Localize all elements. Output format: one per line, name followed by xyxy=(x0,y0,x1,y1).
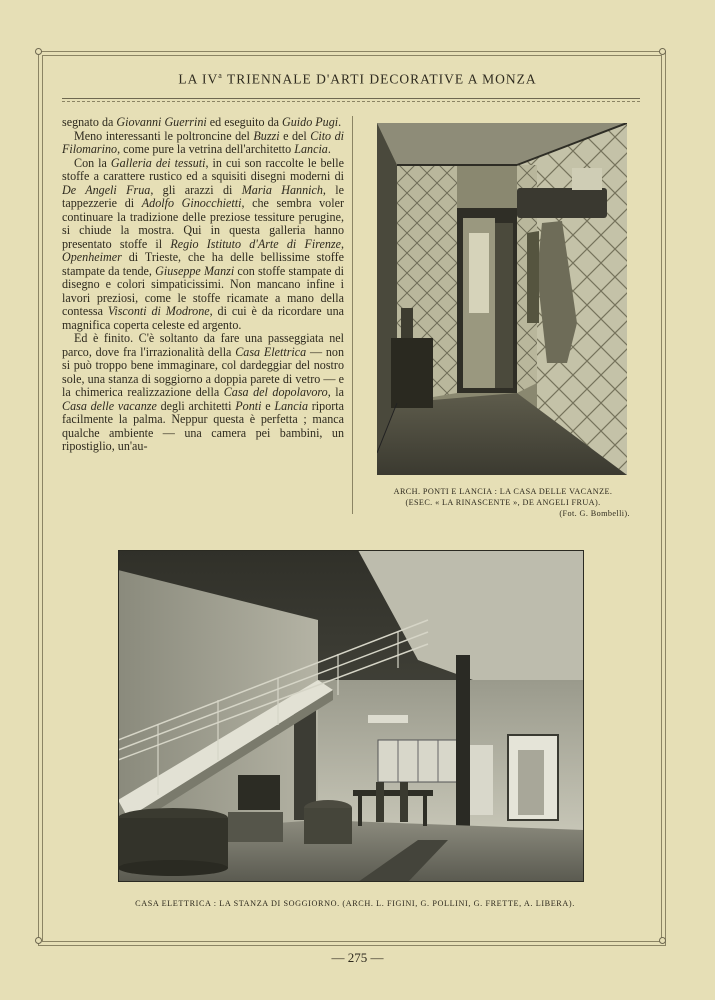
paragraph: segnato da Giovanni Guerrini ed eseguito da Guido Pugi. xyxy=(62,116,342,129)
italic-name: Maria Hannich xyxy=(241,182,323,197)
italic-name: Adolfo Ginocchietti xyxy=(141,196,242,210)
italic-name: Casa Elettrica xyxy=(235,344,307,359)
photo-casa-delle-vacanze xyxy=(377,123,627,475)
caption-line: (ESEC. « LA RINASCENTE », DE ANGELI FRUA). xyxy=(405,498,601,507)
corner-ornament xyxy=(659,48,666,55)
header-title-post: TRIENNALE D'ARTI DECORATIVE A MONZA xyxy=(222,71,537,87)
photo-credit: (Fot. G. Bombelli). xyxy=(559,509,630,518)
header-rule xyxy=(62,98,640,99)
italic-name: Lancia xyxy=(294,142,328,156)
paragraph: Meno interessanti le poltroncine del Buzzi e del Cito di Filomarino, come pure la vetrina dell'architetto Lancia. xyxy=(62,128,344,156)
body-text-column xyxy=(62,116,344,514)
paragraph: Con la Galleria dei tessuti, in cui son raccolte le belle stoffe a carattere rustico ed a squisiti disegni moderni di De Angeli Frua, gli arazzi di Maria Hannich, le tappezzerie di Adolfo Ginocchietti, che sembra voler continuare la tradizione delle preziose tessiture perugine, si chiude la mostra. Qui in questa galleria hanno presentato stoffe il Regio Istituto d'Arte di Firenze, Openheimer di Trieste, che ha delle bellissime stoffe stampate da tende, Giuseppe Manzi con stoffe stampate di disegno e colori simpaticissimi. Non mancano infine i lavori preziosi, come le stoffe ricamate a mano della contessa Visconti di Modrone, di cui è da ricordare una magnifica coperta celeste ed argento. xyxy=(62,155,344,332)
header-title-pre: LA IV xyxy=(178,71,219,87)
italic-name: Lancia xyxy=(274,398,308,413)
italic-name: Casa delle vacanze xyxy=(62,398,157,413)
photo-caption-casa-elettrica: CASA ELETTRICA : LA STANZA DI SOGGIORNO. (ARCH. L. FIGINI, G. POLLINI, G. FRETTE, A. LIBERA). xyxy=(135,899,575,908)
caption-line: ARCH. PONTI E LANCIA : LA CASA DELLE VACANZE. xyxy=(393,487,613,496)
running-header xyxy=(0,71,715,88)
italic-name: Openheimer xyxy=(62,250,122,264)
italic-name: Giuseppe Manzi xyxy=(155,263,235,278)
italic-name: De Angeli Frua xyxy=(62,182,151,197)
italic-name: Galleria dei tessuti xyxy=(110,155,206,170)
italic-name: Cito di Filomarino xyxy=(62,128,344,156)
italic-name: Visconti di Modrone xyxy=(107,304,210,318)
italic-name: Buzzi xyxy=(253,128,280,143)
column-rule xyxy=(352,116,353,514)
corner-ornament xyxy=(659,937,666,944)
italic-name: Giovanni Guerrini xyxy=(116,116,207,129)
italic-name: Ponti xyxy=(235,398,262,413)
italic-name: Regio Istituto d'Arte di Firenze xyxy=(170,236,341,251)
paragraph: Ed è finito. C'è soltanto da fare una passeggiata nel parco, dove fra l'irrazionalità della Casa Elettrica — non si può troppo bene immaginare, col dardeggiar del nostro sole, una stanza di soggiorno a doppia parete di vetro — e la chimerica realizzazione della Casa del dopolavoro, la Casa delle vacanze degli architetti Ponti e Lancia riporta facilmente la palma. Neppur questa è perfetta ; manca qualche ambiente — una camera pei bambini, un ripostiglio, un'au- xyxy=(62,331,344,453)
photo-caption-casa-vacanze xyxy=(372,486,634,519)
header-rule-dashed xyxy=(62,101,640,102)
page-number: — 275 — xyxy=(331,950,384,965)
italic-name: Guido Pugi xyxy=(282,116,339,129)
photo-casa-elettrica xyxy=(118,550,584,882)
header-title-sup: a xyxy=(218,71,223,80)
corner-ornament xyxy=(35,937,42,944)
corner-ornament xyxy=(35,48,42,55)
italic-name: Casa del dopolavoro xyxy=(223,385,328,399)
